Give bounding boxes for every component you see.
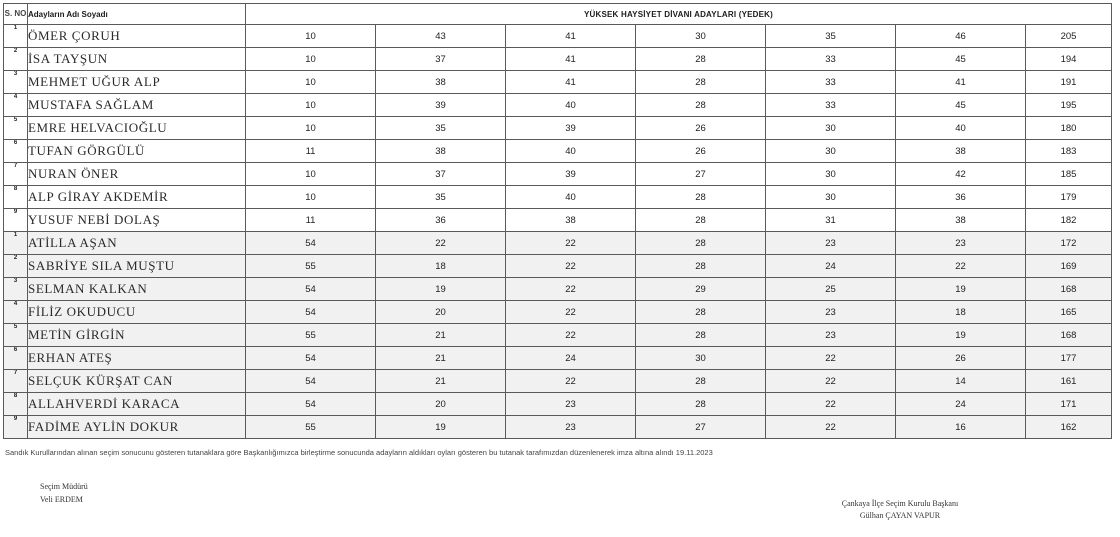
vote-count-cell: 20: [376, 393, 506, 416]
vote-count-cell: 22: [506, 324, 636, 347]
table-row: [4, 25, 1112, 48]
vote-total-cell: 194: [1026, 48, 1112, 71]
signer-role: Seçim Müdürü: [40, 482, 88, 491]
table-row: [4, 232, 1112, 255]
vote-total-cell: 168: [1026, 278, 1112, 301]
vote-count-cell: 41: [506, 25, 636, 48]
vote-count-cell: 18: [376, 255, 506, 278]
vote-count-cell: 54: [246, 347, 376, 370]
candidate-name: TUFAN GÖRGÜLÜ: [28, 140, 246, 163]
candidate-name: FİLİZ OKUDUCU: [28, 301, 246, 324]
vote-count-cell: 55: [246, 324, 376, 347]
vote-count-cell: 28: [636, 186, 766, 209]
vote-count-cell: 21: [376, 347, 506, 370]
candidate-name: SELÇUK KÜRŞAT CAN: [28, 370, 246, 393]
vote-count-cell: 55: [246, 255, 376, 278]
vote-count-cell: 22: [766, 416, 896, 439]
table-row: [4, 393, 1112, 416]
vote-count-cell: 28: [636, 324, 766, 347]
vote-count-cell: 26: [636, 117, 766, 140]
vote-count-cell: 36: [376, 209, 506, 232]
row-serial-no: 5: [4, 117, 28, 140]
vote-count-cell: 19: [376, 278, 506, 301]
vote-count-cell: 28: [636, 301, 766, 324]
vote-count-cell: 22: [506, 278, 636, 301]
candidate-name: İSA TAYŞUN: [28, 48, 246, 71]
vote-count-cell: 22: [506, 370, 636, 393]
vote-count-cell: 40: [506, 140, 636, 163]
candidate-name: ALLAHVERDİ KARACA: [28, 393, 246, 416]
vote-count-cell: 21: [376, 324, 506, 347]
vote-total-cell: 171: [1026, 393, 1112, 416]
candidate-name: YUSUF NEBİ DOLAŞ: [28, 209, 246, 232]
vote-count-cell: 10: [246, 117, 376, 140]
vote-count-cell: 38: [376, 71, 506, 94]
table-row: [4, 48, 1112, 71]
vote-total-cell: 169: [1026, 255, 1112, 278]
row-serial-no: 4: [4, 301, 28, 324]
vote-count-cell: 19: [376, 416, 506, 439]
vote-count-cell: 11: [246, 140, 376, 163]
vote-count-cell: 11: [246, 209, 376, 232]
signer-name: Gülhan ÇAYAN VAPUR: [859, 511, 941, 520]
vote-count-cell: 30: [766, 163, 896, 186]
table-row: [4, 416, 1112, 439]
vote-count-cell: 30: [766, 117, 896, 140]
vote-count-cell: 54: [246, 370, 376, 393]
vote-count-cell: 45: [896, 94, 1026, 117]
vote-total-cell: 183: [1026, 140, 1112, 163]
vote-count-cell: 16: [896, 416, 1026, 439]
vote-total-cell: 179: [1026, 186, 1112, 209]
table-row: [4, 94, 1112, 117]
vote-total-cell: 172: [1026, 232, 1112, 255]
vote-count-cell: 23: [766, 232, 896, 255]
table-body: [4, 25, 1112, 439]
vote-count-cell: 22: [376, 232, 506, 255]
vote-count-cell: 30: [636, 25, 766, 48]
vote-count-cell: 22: [506, 255, 636, 278]
candidate-name: SELMAN KALKAN: [28, 278, 246, 301]
row-serial-no: 2: [4, 255, 28, 278]
vote-total-cell: 191: [1026, 71, 1112, 94]
vote-total-cell: 177: [1026, 347, 1112, 370]
vote-count-cell: 28: [636, 209, 766, 232]
vote-count-cell: 24: [506, 347, 636, 370]
vote-count-cell: 27: [636, 163, 766, 186]
table-row: [4, 71, 1112, 94]
vote-count-cell: 35: [376, 117, 506, 140]
signer-name: Veli ERDEM: [40, 495, 83, 504]
vote-count-cell: 27: [636, 416, 766, 439]
vote-count-cell: 19: [896, 278, 1026, 301]
vote-count-cell: 20: [376, 301, 506, 324]
vote-count-cell: 26: [636, 140, 766, 163]
vote-count-cell: 28: [636, 71, 766, 94]
vote-count-cell: 39: [506, 163, 636, 186]
vote-total-cell: 165: [1026, 301, 1112, 324]
header-serial-no: S. NO: [4, 4, 28, 25]
vote-count-cell: 46: [896, 25, 1026, 48]
vote-count-cell: 22: [766, 370, 896, 393]
vote-count-cell: 42: [896, 163, 1026, 186]
vote-count-cell: 23: [896, 232, 1026, 255]
row-serial-no: 6: [4, 140, 28, 163]
vote-count-cell: 30: [766, 140, 896, 163]
row-serial-no: 2: [4, 48, 28, 71]
vote-count-cell: 10: [246, 94, 376, 117]
vote-count-cell: 39: [506, 117, 636, 140]
vote-count-cell: 38: [896, 209, 1026, 232]
vote-count-cell: 41: [506, 48, 636, 71]
candidates-votes-table: [3, 3, 1112, 439]
table-row: [4, 209, 1112, 232]
vote-count-cell: 22: [506, 301, 636, 324]
vote-count-cell: 41: [506, 71, 636, 94]
vote-count-cell: 26: [896, 347, 1026, 370]
vote-count-cell: 22: [766, 393, 896, 416]
row-serial-no: 9: [4, 416, 28, 439]
table-row: [4, 163, 1112, 186]
vote-count-cell: 21: [376, 370, 506, 393]
vote-count-cell: 40: [506, 186, 636, 209]
vote-count-cell: 10: [246, 186, 376, 209]
vote-count-cell: 10: [246, 48, 376, 71]
vote-total-cell: 185: [1026, 163, 1112, 186]
candidate-name: MEHMET UĞUR ALP: [28, 71, 246, 94]
signer-role: Çankaya İlçe Seçim Kurulu Başkanı: [841, 499, 959, 508]
table-row: [4, 324, 1112, 347]
vote-count-cell: 31: [766, 209, 896, 232]
vote-count-cell: 22: [896, 255, 1026, 278]
vote-count-cell: 24: [766, 255, 896, 278]
vote-count-cell: 39: [376, 94, 506, 117]
vote-count-cell: 29: [636, 278, 766, 301]
vote-count-cell: 38: [376, 140, 506, 163]
table-row: [4, 117, 1112, 140]
table-row: [4, 186, 1112, 209]
candidate-name: SABRİYE SILA MUŞTU: [28, 255, 246, 278]
signature-block-right: [795, 498, 1005, 522]
vote-total-cell: 180: [1026, 117, 1112, 140]
candidate-name: ALP GİRAY AKDEMİR: [28, 186, 246, 209]
row-serial-no: 1: [4, 232, 28, 255]
signature-block-left: [40, 480, 88, 506]
vote-count-cell: 38: [896, 140, 1026, 163]
vote-count-cell: 23: [766, 324, 896, 347]
vote-count-cell: 33: [766, 71, 896, 94]
vote-count-cell: 54: [246, 278, 376, 301]
row-serial-no: 5: [4, 324, 28, 347]
vote-total-cell: 162: [1026, 416, 1112, 439]
row-serial-no: 6: [4, 347, 28, 370]
vote-total-cell: 205: [1026, 25, 1112, 48]
vote-total-cell: 182: [1026, 209, 1112, 232]
vote-count-cell: 28: [636, 48, 766, 71]
row-serial-no: 7: [4, 163, 28, 186]
table-header-row: [4, 4, 1112, 25]
candidate-name: ATİLLA AŞAN: [28, 232, 246, 255]
vote-count-cell: 23: [506, 393, 636, 416]
vote-count-cell: 22: [506, 232, 636, 255]
vote-total-cell: 195: [1026, 94, 1112, 117]
vote-count-cell: 24: [896, 393, 1026, 416]
candidate-name: METİN GİRGİN: [28, 324, 246, 347]
candidate-name: MUSTAFA SAĞLAM: [28, 94, 246, 117]
vote-count-cell: 33: [766, 94, 896, 117]
vote-count-cell: 38: [506, 209, 636, 232]
vote-count-cell: 33: [766, 48, 896, 71]
vote-count-cell: 54: [246, 301, 376, 324]
vote-count-cell: 35: [376, 186, 506, 209]
row-serial-no: 8: [4, 393, 28, 416]
table-row: [4, 301, 1112, 324]
vote-count-cell: 41: [896, 71, 1026, 94]
vote-count-cell: 45: [896, 48, 1026, 71]
candidate-name: FADİME AYLİN DOKUR: [28, 416, 246, 439]
vote-count-cell: 25: [766, 278, 896, 301]
vote-count-cell: 54: [246, 232, 376, 255]
vote-count-cell: 28: [636, 94, 766, 117]
vote-count-cell: 23: [506, 416, 636, 439]
vote-count-cell: 55: [246, 416, 376, 439]
candidate-name: ÖMER ÇORUH: [28, 25, 246, 48]
vote-count-cell: 28: [636, 232, 766, 255]
row-serial-no: 9: [4, 209, 28, 232]
candidate-name: EMRE HELVACIOĞLU: [28, 117, 246, 140]
vote-count-cell: 28: [636, 255, 766, 278]
vote-count-cell: 10: [246, 25, 376, 48]
vote-count-cell: 10: [246, 71, 376, 94]
vote-count-cell: 37: [376, 163, 506, 186]
vote-count-cell: 30: [766, 186, 896, 209]
vote-count-cell: 37: [376, 48, 506, 71]
vote-count-cell: 40: [896, 117, 1026, 140]
row-serial-no: 8: [4, 186, 28, 209]
candidate-name: NURAN ÖNER: [28, 163, 246, 186]
table-row: [4, 370, 1112, 393]
vote-count-cell: 43: [376, 25, 506, 48]
candidate-name: ERHAN ATEŞ: [28, 347, 246, 370]
vote-count-cell: 30: [636, 347, 766, 370]
table-row: [4, 278, 1112, 301]
vote-count-cell: 36: [896, 186, 1026, 209]
row-serial-no: 1: [4, 25, 28, 48]
header-table-title: YÜKSEK HAYSİYET DİVANI ADAYLARI (YEDEK): [246, 4, 1112, 25]
vote-count-cell: 22: [766, 347, 896, 370]
vote-count-cell: 40: [506, 94, 636, 117]
row-serial-no: 3: [4, 278, 28, 301]
vote-count-cell: 14: [896, 370, 1026, 393]
vote-count-cell: 28: [636, 370, 766, 393]
vote-count-cell: 35: [766, 25, 896, 48]
table-row: [4, 255, 1112, 278]
table-row: [4, 140, 1112, 163]
row-serial-no: 4: [4, 94, 28, 117]
table-row: [4, 347, 1112, 370]
vote-count-cell: 54: [246, 393, 376, 416]
footnote: Sandık Kurullarından alınan seçim sonucunu gösteren tutanaklara göre Başkanlığımızca birleştirme sonucunda adayların aldıkları oyları gösteren bu tutanak tarafımızdan düzenlenerek imza altına alındı 19.11.2023: [5, 448, 713, 457]
vote-count-cell: 18: [896, 301, 1026, 324]
row-serial-no: 3: [4, 71, 28, 94]
row-serial-no: 7: [4, 370, 28, 393]
vote-count-cell: 28: [636, 393, 766, 416]
vote-total-cell: 161: [1026, 370, 1112, 393]
header-candidate-name: Adayların Adı Soyadı: [28, 4, 246, 25]
vote-total-cell: 168: [1026, 324, 1112, 347]
vote-count-cell: 19: [896, 324, 1026, 347]
vote-count-cell: 23: [766, 301, 896, 324]
vote-count-cell: 10: [246, 163, 376, 186]
